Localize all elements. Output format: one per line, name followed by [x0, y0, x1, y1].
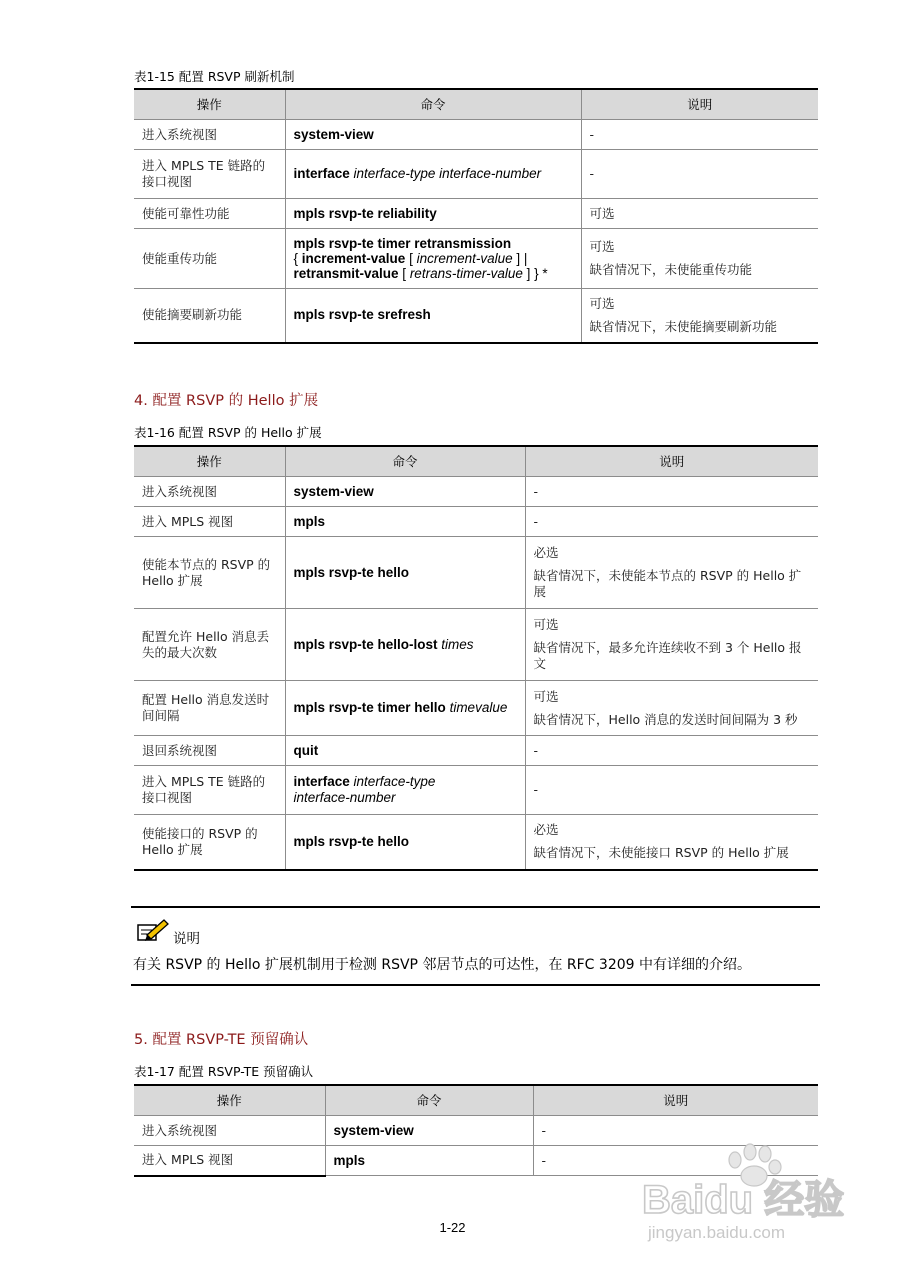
table17-header	[134, 1085, 818, 1116]
description-line: 可选	[533, 688, 559, 704]
command-cell	[285, 199, 581, 229]
description-line: 缺省情况下，Hello 消息的发送时间间隔为 3 秒	[533, 711, 798, 727]
command-keyword: mpls rsvp-te hello	[293, 564, 410, 580]
table-row	[134, 199, 818, 229]
operation-cell: 使能重传功能	[134, 229, 285, 289]
table17-caption: 表1-17 配置 RSVP-TE 预留确认	[134, 1064, 314, 1079]
header-command: 命令	[325, 1085, 533, 1116]
description-line: 缺省情况下，未使能重传功能	[589, 262, 753, 277]
header-command: 命令	[285, 446, 525, 477]
description-line: -	[589, 126, 595, 142]
section4-title: 4. 配置 RSVP 的 Hello 扩展	[134, 393, 319, 409]
note-box	[131, 906, 820, 986]
watermark-url: jingyan.baidu.com	[648, 1223, 786, 1242]
description-cell	[581, 289, 818, 343]
description-line: -	[533, 782, 539, 797]
table-row	[134, 815, 818, 870]
table15-caption: 表1-15 配置 RSVP 刷新机制	[134, 69, 295, 84]
table-row	[134, 289, 818, 343]
command-keyword: interface	[293, 774, 350, 789]
command-keyword: quit	[293, 742, 319, 758]
table-row	[134, 609, 818, 681]
command-cell	[285, 537, 525, 609]
command-argument: timevalue	[449, 700, 508, 715]
description-cell	[525, 736, 818, 766]
operation-cell: 使能可靠性功能	[134, 199, 285, 229]
command-keyword: system-view	[293, 483, 374, 499]
description-cell	[525, 815, 818, 870]
section5-title: 5. 配置 RSVP-TE 预留确认	[134, 1032, 309, 1048]
command-cell	[325, 1116, 533, 1146]
operation-cell: 进入系统视图	[134, 477, 285, 507]
operation-cell: 进入系统视图	[134, 120, 285, 150]
command-syntax: [	[398, 266, 410, 281]
table16-header	[134, 446, 818, 477]
table-row	[134, 736, 818, 766]
command-keyword: system-view	[293, 126, 374, 142]
command-cell	[285, 681, 525, 736]
table-row	[134, 537, 818, 609]
command-argument: retrans-timer-value	[409, 266, 523, 281]
description-line: 缺省情况下，最多允许连续收不到 3 个 Hello 报文	[533, 640, 802, 671]
description-line: -	[589, 166, 595, 181]
command-syntax: ] |	[512, 251, 528, 266]
command-keyword: mpls	[333, 1152, 366, 1168]
header-operation: 操作	[134, 1085, 325, 1116]
command-cell	[285, 736, 525, 766]
table-row	[134, 681, 818, 736]
operation-cell: 使能摘要刷新功能	[134, 289, 285, 343]
description-line: 可选	[589, 295, 615, 311]
description-cell	[581, 120, 818, 150]
command-cell	[285, 815, 525, 870]
description-line: -	[533, 742, 539, 758]
description-line: -	[533, 483, 539, 499]
operation-cell: 使能接口的 RSVP 的 Hello 扩展	[134, 815, 285, 870]
description-line: -	[541, 1152, 547, 1168]
description-cell	[525, 681, 818, 736]
header-description: 说明	[533, 1085, 818, 1116]
description-cell	[525, 537, 818, 609]
table15-header	[134, 89, 818, 120]
note-label: 说明	[173, 931, 200, 947]
operation-cell: 配置允许 Hello 消息丢失的最大次数	[134, 609, 285, 681]
command-keyword: mpls	[293, 513, 326, 529]
page-number: 1-22	[439, 1220, 466, 1235]
command-argument: interface-type interface-number	[353, 166, 542, 181]
header-description: 说明	[581, 89, 818, 120]
command-keyword: mpls rsvp-te timer hello	[293, 700, 446, 715]
operation-cell: 进入 MPLS TE 链路的接口视图	[134, 766, 285, 815]
command-cell	[285, 289, 581, 343]
description-cell	[525, 477, 818, 507]
command-cell	[285, 150, 581, 199]
table16-caption: 表1-16 配置 RSVP 的 Hello 扩展	[134, 425, 322, 440]
operation-cell: 进入 MPLS 视图	[134, 1146, 325, 1176]
table-row	[134, 150, 818, 199]
command-syntax: {	[293, 251, 302, 266]
header-command: 命令	[285, 89, 581, 120]
table16	[134, 445, 818, 871]
description-line: 必选	[533, 545, 559, 560]
command-cell	[285, 477, 525, 507]
command-cell	[285, 507, 525, 537]
operation-cell: 进入系统视图	[134, 1116, 325, 1146]
operation-cell: 进入 MPLS 视图	[134, 507, 285, 537]
description-line: 缺省情况下，未使能接口 RSVP 的 Hello 扩展	[533, 845, 789, 861]
command-keyword: increment-value	[301, 251, 406, 266]
table-row	[134, 766, 818, 815]
operation-cell: 使能本节点的 RSVP 的 Hello 扩展	[134, 537, 285, 609]
table-row	[134, 229, 818, 289]
pencil-note-icon	[135, 916, 169, 944]
description-cell	[525, 766, 818, 815]
command-argument: increment-value	[416, 251, 513, 266]
command-keyword: system-view	[333, 1122, 414, 1138]
operation-cell: 退回系统视图	[134, 736, 285, 766]
description-line: 缺省情况下，未使能本节点的 RSVP 的 Hello 扩展	[533, 568, 802, 599]
header-operation: 操作	[134, 89, 285, 120]
description-line: -	[533, 513, 539, 529]
description-line: 缺省情况下，未使能摘要刷新功能	[589, 318, 778, 334]
table-row	[134, 120, 818, 150]
command-keyword: mpls rsvp-te hello	[293, 833, 410, 849]
command-cell	[325, 1146, 533, 1176]
command-keyword: retransmit-value	[293, 266, 399, 281]
watermark-brand: Baidu 经验	[642, 1178, 845, 1222]
command-argument: interface-number	[293, 790, 396, 805]
command-keyword: mpls rsvp-te srefresh	[293, 307, 431, 323]
description-cell	[525, 609, 818, 681]
table-row	[134, 507, 818, 537]
note-text: 有关 RSVP 的 Hello 扩展机制用于检测 RSVP 邻居节点的可达性，在 RFC 3209 中有详细的介绍。	[133, 957, 751, 973]
operation-cell: 配置 Hello 消息发送时间间隔	[134, 681, 285, 736]
command-argument: interface-type	[353, 774, 436, 789]
table-row	[134, 477, 818, 507]
command-argument: times	[441, 636, 474, 652]
command-cell	[285, 766, 525, 815]
description-cell	[581, 199, 818, 229]
table15	[134, 88, 818, 344]
header-description: 说明	[525, 446, 818, 477]
description-cell	[581, 229, 818, 289]
description-line: 可选	[589, 239, 615, 254]
description-line: 必选	[533, 822, 559, 838]
header-operation: 操作	[134, 446, 285, 477]
command-cell	[285, 229, 581, 289]
command-keyword: mpls rsvp-te timer retransmission	[293, 236, 512, 251]
command-cell	[285, 120, 581, 150]
description-cell	[525, 507, 818, 537]
command-cell	[285, 609, 525, 681]
description-cell	[581, 150, 818, 199]
command-syntax: ] } *	[522, 266, 548, 281]
command-keyword: mpls rsvp-te hello-lost	[293, 636, 438, 652]
command-syntax: [	[405, 251, 417, 266]
description-line: -	[541, 1122, 547, 1138]
description-line: 可选	[533, 617, 559, 632]
command-keyword: interface	[293, 166, 350, 181]
description-line: 可选	[589, 205, 615, 221]
command-keyword: mpls rsvp-te reliability	[293, 205, 437, 221]
operation-cell: 进入 MPLS TE 链路的接口视图	[134, 150, 285, 199]
